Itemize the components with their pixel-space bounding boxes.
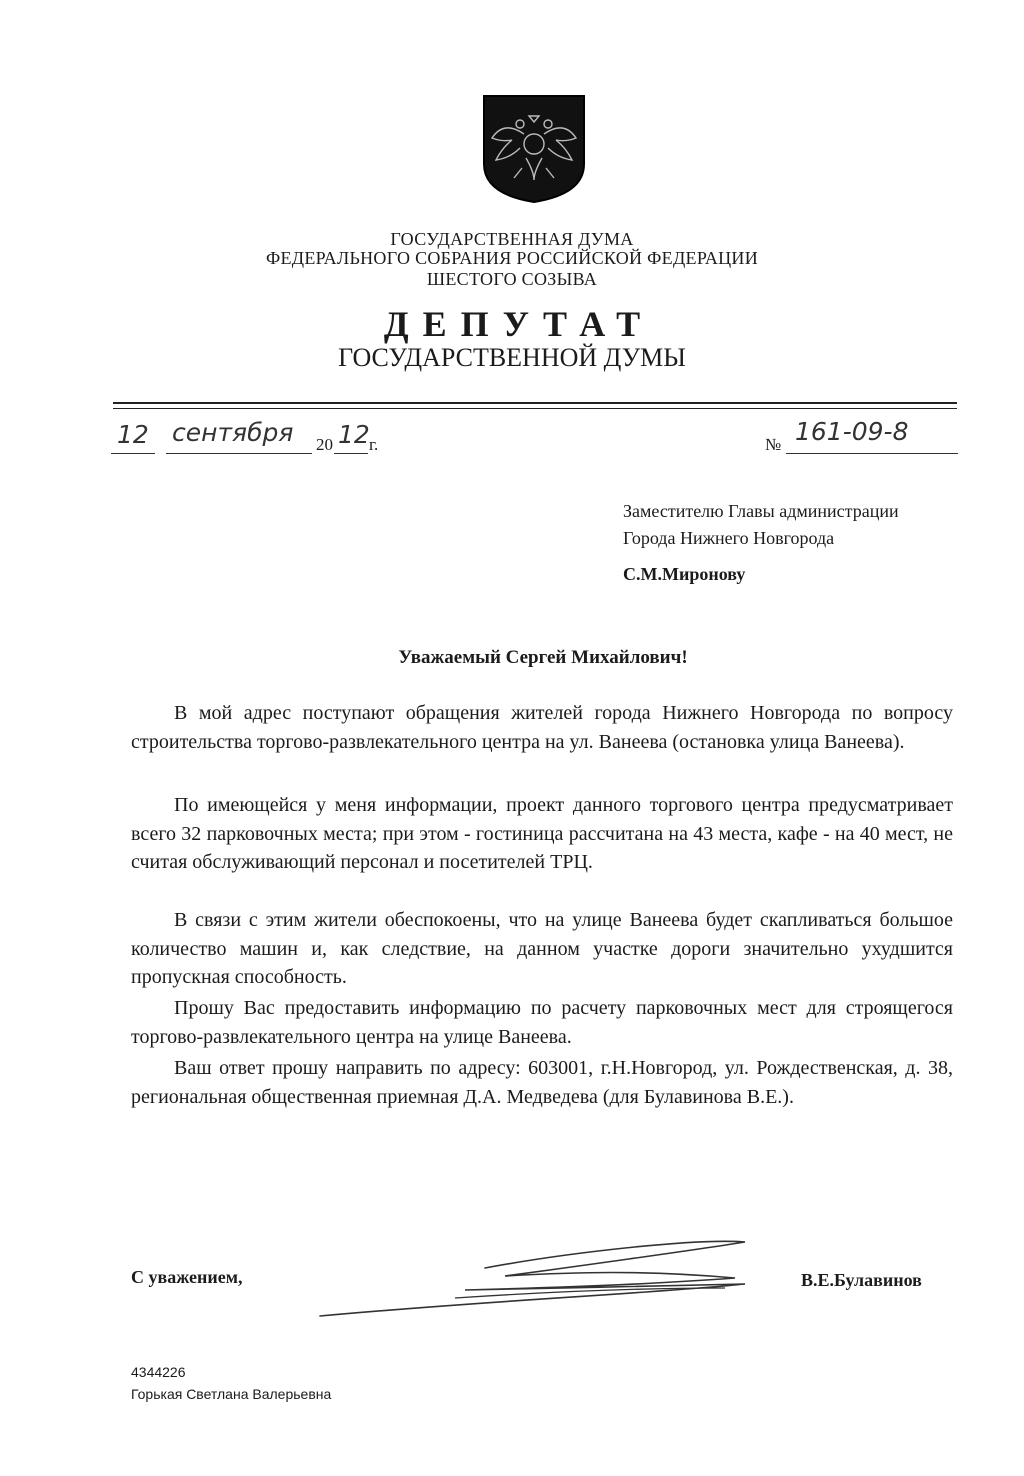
addressee-line1: Заместителю Главы администрации — [623, 501, 899, 521]
header-rule-thick — [113, 402, 957, 404]
executor-phone: 4344226 — [131, 1364, 186, 1380]
executor-name: Горькая Светлана Валерьевна — [131, 1386, 332, 1402]
org-line-federal-assembly: ФЕДЕРАЛЬНОГО СОБРАНИЯ РОССИЙСКОЙ ФЕДЕРАЦИИ — [265, 248, 759, 268]
signatory-name: В.Е.Булавинов — [801, 1270, 922, 1290]
org-line-convocation: ШЕСТОГО СОЗЫВА — [426, 269, 598, 289]
addressee-block — [623, 498, 899, 552]
letterhead-subtitle: ГОСУДАРСТВЕННОЙ ДУМЫ — [338, 343, 686, 372]
body-paragraph: В связи с этим жители обеспокоены, что на улице Ванеева будет скапливаться большое количество машин и, как следствие, на данном участке дороги значительно ухудшится пропускная способность. — [131, 909, 953, 988]
reg-number-underline — [786, 453, 958, 454]
reg-number: 161-09-8 — [795, 417, 909, 446]
body-paragraph: Прошу Вас предоставить информацию по расчету парковочных мест для строящегося торгово-развлекательного центра на улице Ванеева. — [131, 997, 953, 1048]
date-year-marker: г. — [369, 435, 379, 454]
body-paragraph: По имеющейся у меня информации, проект данного торгового центра предусматривает всего 32 парковочных места; при этом - гостиница рассчитана на 43 места, кафе - на 40 мест, не считая обслуживающий персонал и посетителей ТРЦ. — [131, 794, 953, 873]
closing-phrase: С уважением, — [131, 1267, 243, 1287]
reg-number-marker: № — [765, 435, 782, 454]
body-paragraph: Ваш ответ прошу направить по адресу: 603001, г.Н.Новгород, ул. Рождественская, д. 38, региональная общественная приемная Д.А. Медведева (для Булавинова В.Е.). — [131, 1057, 953, 1108]
org-line-duma: ГОСУДАРСТВЕННАЯ ДУМА — [390, 229, 634, 249]
addressee-line2: Города Нижнего Новгорода — [623, 528, 835, 548]
date-day-underline — [111, 453, 155, 454]
addressee-name: С.М.Миронову — [623, 564, 746, 584]
date-year-underline — [334, 453, 368, 454]
salutation: Уважаемый Сергей Михайлович! — [398, 647, 688, 668]
date-year-suffix: 12 — [338, 420, 370, 449]
date-year-prefix: 20 — [316, 435, 333, 454]
letterhead-title: ДЕПУТАТ — [383, 304, 655, 344]
body-paragraph: В мой адрес поступают обращения жителей города Нижнего Новгорода по вопросу строительства торгово-развлекательного центра на ул. Ванеева (остановка улица Ванеева). — [131, 702, 953, 753]
coat-of-arms-emblem — [482, 94, 586, 204]
date-month-underline — [166, 453, 312, 454]
date-month: сентября — [172, 418, 294, 447]
header-rule-thin — [113, 408, 957, 409]
handwritten-signature — [315, 1228, 775, 1323]
date-day: 12 — [117, 420, 149, 449]
